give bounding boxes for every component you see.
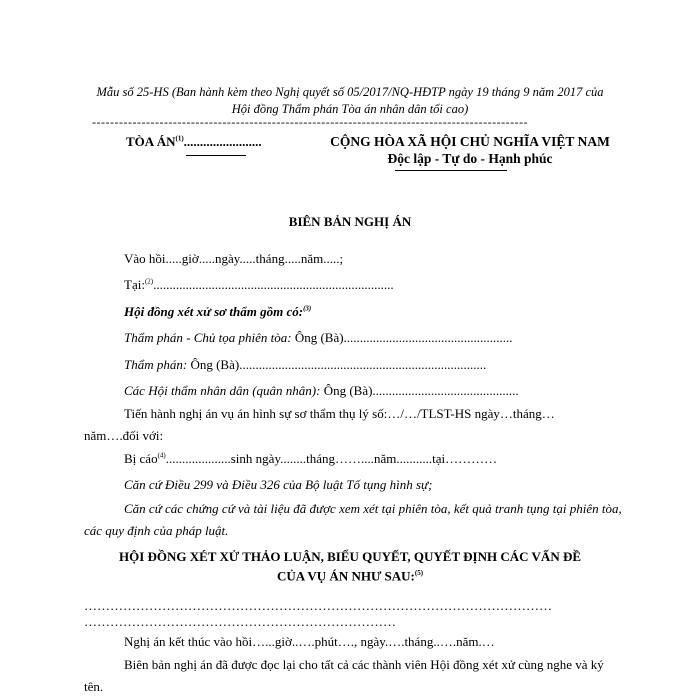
place-footnote: (2) bbox=[144, 277, 154, 286]
section-heading bbox=[80, 548, 620, 584]
content-dots-2: ……………………………………………………………… bbox=[84, 614, 396, 629]
proceeding-statement: Tiến hành nghị án vụ án hình sự sơ thẩm thụ lý số:…/…/TLST-HS ngày…tháng… năm….đối với: bbox=[84, 406, 555, 443]
session-place bbox=[124, 277, 394, 293]
closing-statement: Biên bản nghị án đã được đọc lại cho tất cả các thành viên Hội đồng xét xử cùng nghe và ký tên. bbox=[84, 657, 604, 694]
court-name bbox=[126, 134, 262, 150]
judge-value: Ông (Bà)............................................................................ bbox=[187, 357, 487, 372]
jurors-label: Các Hội thẩm nhân dân (quân nhân): bbox=[124, 383, 321, 398]
defendant bbox=[124, 451, 497, 467]
judge-label: Thẩm phán: bbox=[124, 357, 188, 372]
place-dots: .......................................................................... bbox=[153, 277, 394, 292]
court-label: TÒA ÁN bbox=[126, 134, 176, 149]
section-heading-line-2: CỦA VỤ ÁN NHƯ SAU: bbox=[276, 568, 415, 584]
form-header-note bbox=[60, 84, 640, 118]
section-heading-line-1: HỘI ĐỒNG XÉT XỬ THẢO LUẬN, BIỂU QUYẾT, QUYẾT ĐỊNH CÁC VẤN ĐỀ bbox=[118, 549, 582, 564]
content-dots-1: ……………………………………………………………………………………………… bbox=[84, 598, 552, 613]
defendant-value: ....................sinh ngày........tháng……....năm...........tại………… bbox=[165, 451, 498, 466]
judge bbox=[124, 357, 486, 373]
defendant-footnote: (4) bbox=[157, 451, 166, 460]
document-title: BIÊN BẢN NGHỊ ÁN bbox=[288, 214, 412, 229]
slogan-underline bbox=[395, 170, 507, 171]
deliberation-end-time: Nghị án kết thúc vào hồi…...giờ..….phút…., ngày.….tháng..….năm.… bbox=[124, 634, 495, 649]
legal-basis: Căn cứ Điều 299 và Điều 326 của Bộ luật Tố tụng hình sự; bbox=[124, 477, 433, 492]
people-jurors bbox=[124, 383, 519, 399]
national-motto bbox=[300, 133, 640, 167]
court-dots: ........................ bbox=[183, 134, 262, 149]
court-underline bbox=[186, 155, 246, 156]
jurors-value: Ông (Bà)............................................. bbox=[320, 383, 519, 398]
court-footnote: (1) bbox=[175, 134, 184, 143]
nation-slogan: Độc lập - Tự do - Hạnh phúc bbox=[387, 151, 553, 166]
section-footnote: (5) bbox=[414, 569, 424, 577]
council-heading bbox=[124, 304, 311, 320]
form-header-line-2: Hội đồng Thẩm phán Tòa án nhân dân tối cao) bbox=[231, 102, 469, 116]
nation-name: CỘNG HÒA XÃ HỘI CHỦ NGHĨA VIỆT NAM bbox=[330, 134, 610, 149]
form-header-line-1: Mẫu số 25-HS (Ban hành kèm theo Nghị quyết số 05/2017/NQ-HĐTP ngày 19 tháng 9 năm 2017 của bbox=[96, 85, 604, 99]
council-label: Hội đồng xét xử sơ thẩm gồm có: bbox=[124, 304, 304, 319]
dashed-separator: ------------------------------------------------------------------------------------------------- bbox=[92, 115, 529, 129]
presiding-judge-label: Thẩm phán - Chủ tọa phiên tòa: bbox=[124, 330, 292, 345]
session-time: Vào hồi.....giờ.....ngày.....tháng.....năm.....; bbox=[124, 251, 344, 266]
presiding-judge bbox=[124, 330, 513, 346]
evidence-basis: Căn cứ các chứng cứ và tài liệu đã được xem xét tại phiên tòa, kết quả tranh tụng tại phiên tòa, các quy định của pháp luật. bbox=[84, 501, 622, 538]
presiding-judge-value: Ông (Bà).................................................... bbox=[291, 330, 513, 345]
council-footnote: (3) bbox=[303, 304, 312, 313]
place-label: Tại: bbox=[124, 277, 145, 292]
defendant-label: Bị cáo bbox=[124, 451, 158, 466]
